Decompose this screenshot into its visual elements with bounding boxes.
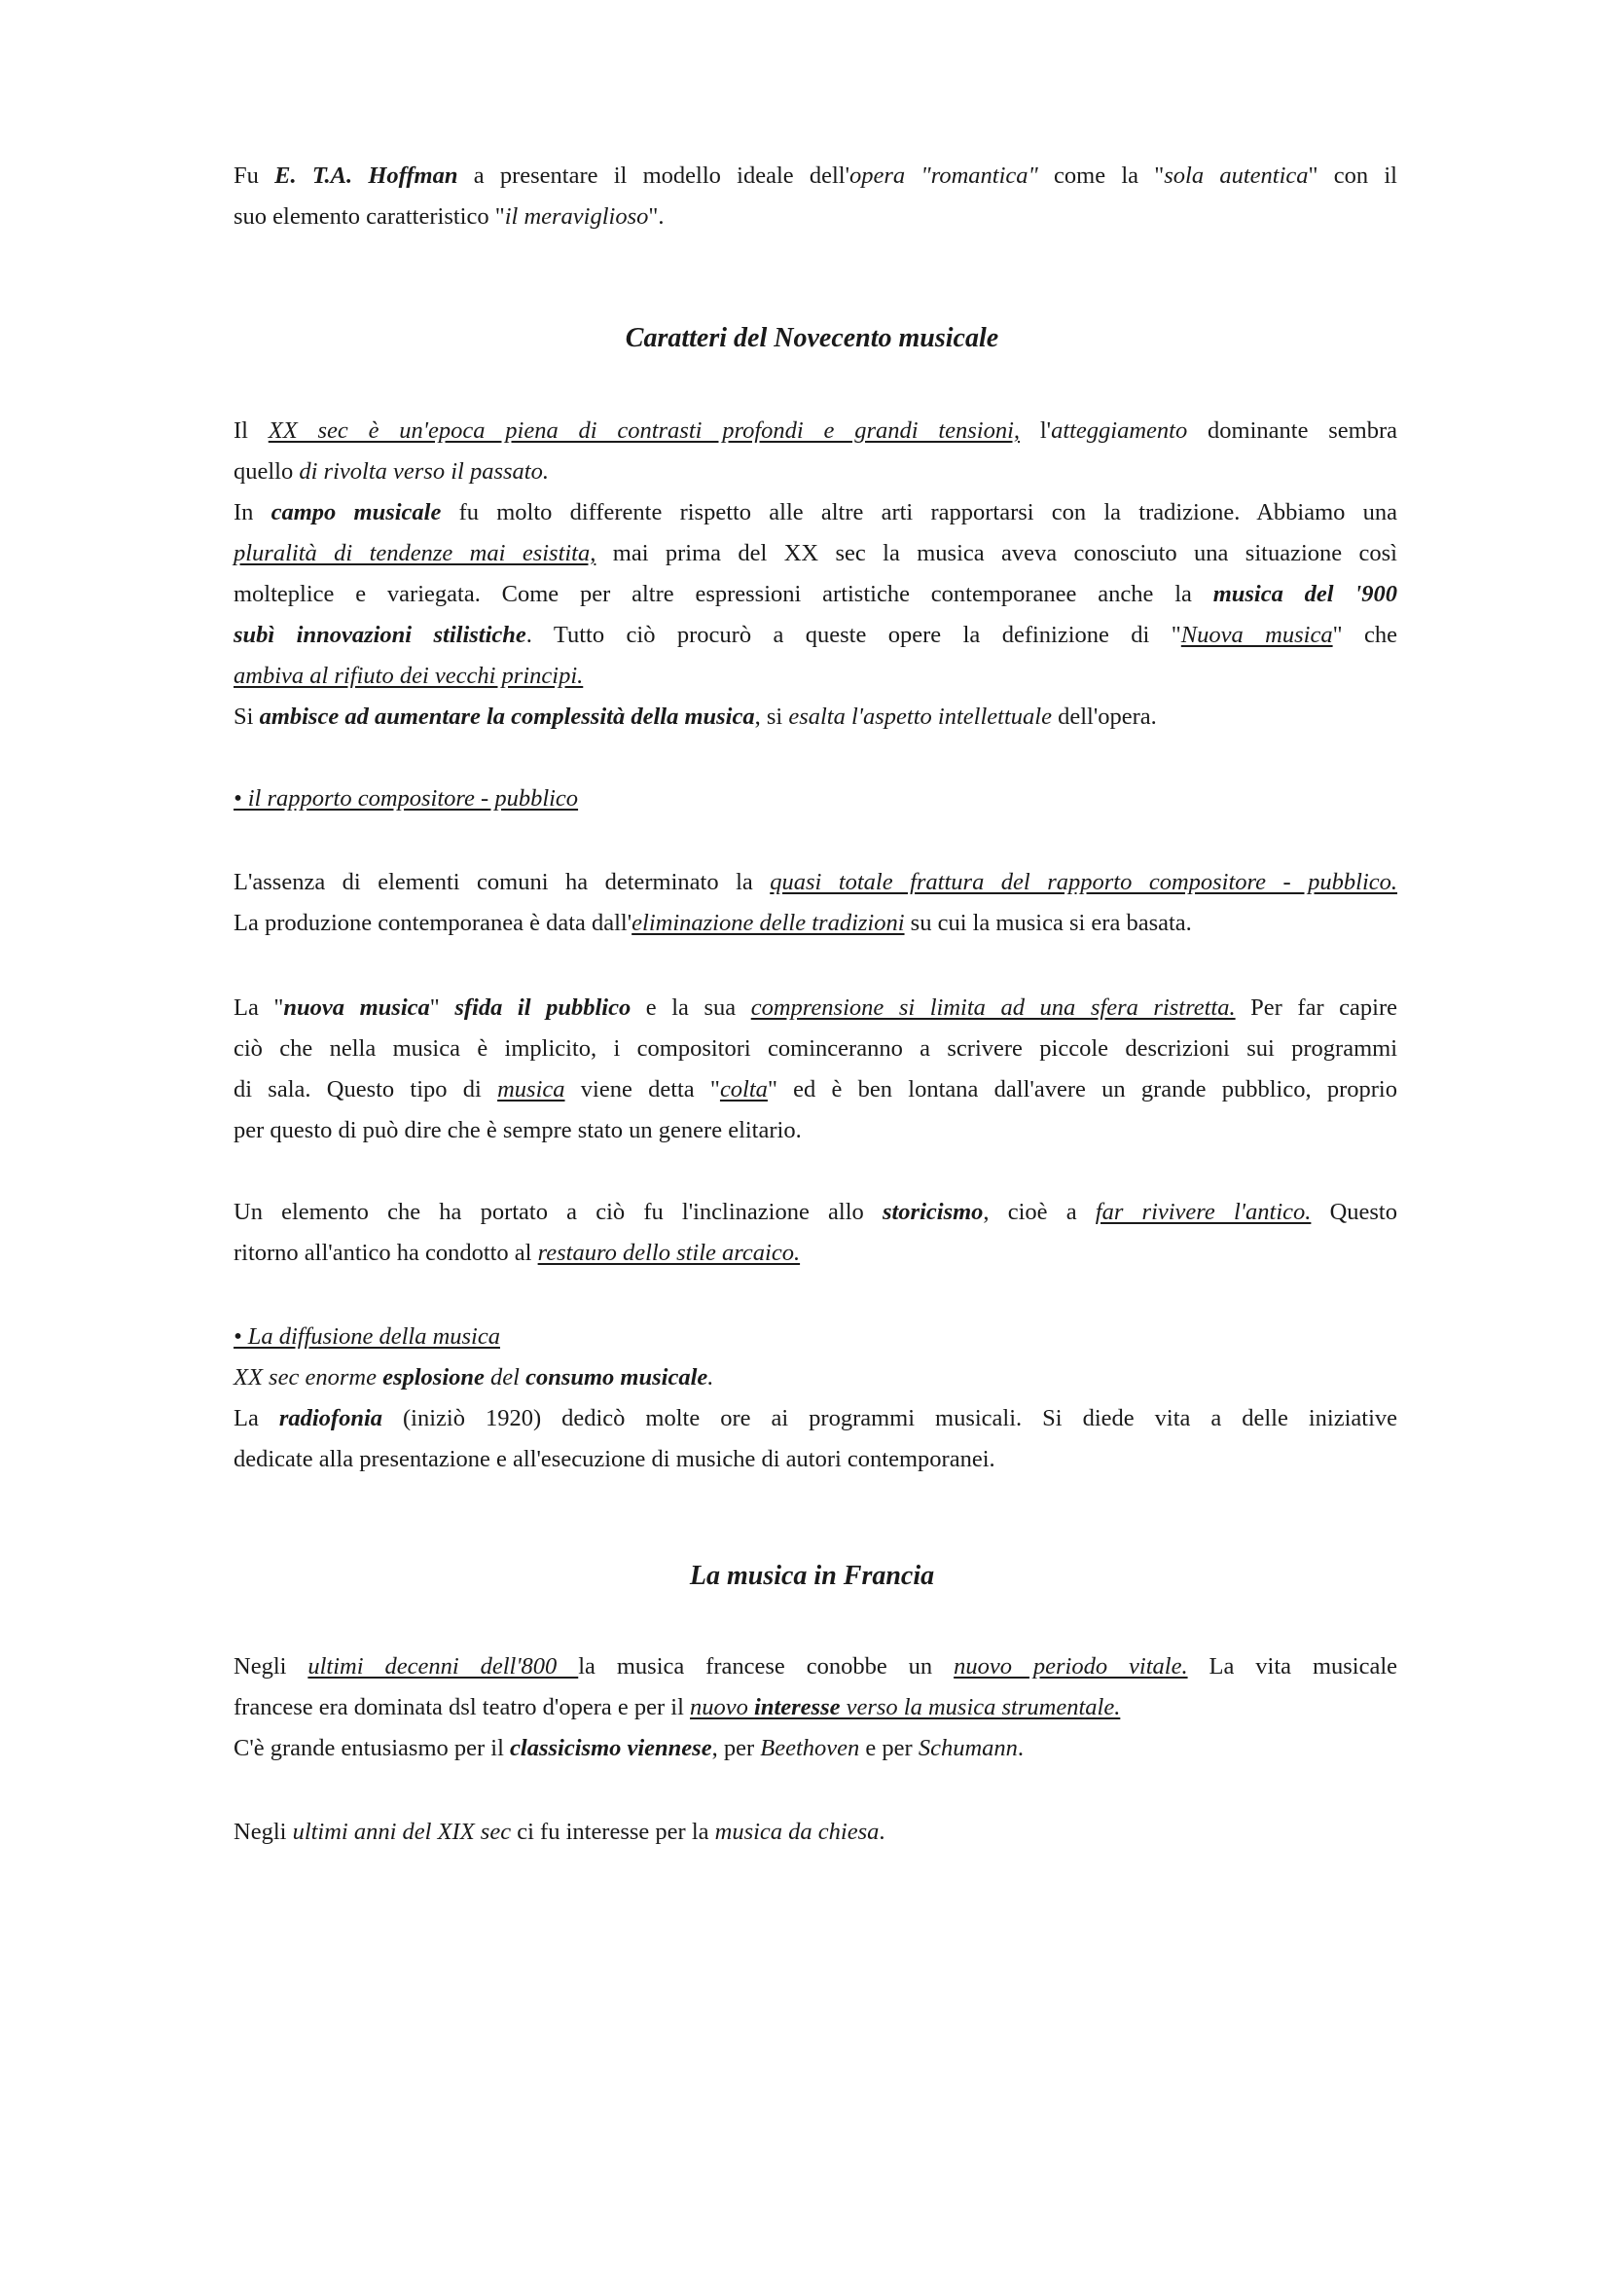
italic-text: XX sec enorme bbox=[234, 1364, 383, 1391]
text-line bbox=[234, 197, 1397, 237]
underlined-bold-italic-text: interesse bbox=[754, 1694, 841, 1720]
bold-italic-text: storicismo bbox=[882, 1199, 984, 1225]
paragraph-storicismo bbox=[234, 1192, 1397, 1274]
paragraph-assenza bbox=[234, 862, 1397, 944]
text-run: Negli bbox=[234, 1653, 308, 1680]
paragraph-hoffman bbox=[234, 156, 1397, 237]
text-line bbox=[234, 1110, 1397, 1151]
text-run: Un elemento che ha portato a ciò fu l'inclinazione allo bbox=[234, 1199, 883, 1225]
text-line bbox=[234, 452, 1397, 492]
italic-text: ultimi anni del XIX sec bbox=[292, 1819, 512, 1845]
italic-text: . bbox=[707, 1364, 714, 1391]
italic-text: di rivolta verso il passato. bbox=[299, 458, 549, 485]
bold-italic-text: subì innovazioni stilistiche bbox=[234, 622, 526, 648]
text-run: Per far capire bbox=[1235, 994, 1398, 1021]
bold-italic-text: radiofonia bbox=[278, 1405, 383, 1431]
underlined-italic-text: nuovo bbox=[690, 1694, 755, 1720]
text-run: fu molto differente rispetto alle altre arti rapportarsi con la tradizione. Abbiamo una bbox=[441, 499, 1397, 525]
italic-text: esalta l'aspetto intellettuale bbox=[788, 704, 1052, 730]
text-run: Fu bbox=[234, 163, 275, 189]
text-run: . Tutto ciò procurò a queste opere la definizione di " bbox=[525, 622, 1181, 648]
bold-italic-text: nuova musica bbox=[283, 994, 430, 1021]
text-line bbox=[234, 1646, 1397, 1687]
text-run: a presentare il modello ideale dell' bbox=[457, 163, 850, 189]
underlined-italic-text: verso la musica strumentale. bbox=[840, 1694, 1121, 1720]
text-run: mai prima del XX sec la musica aveva conosciuto una situazione così bbox=[595, 540, 1397, 566]
underlined-italic-text: nuovo periodo vitale. bbox=[954, 1653, 1188, 1680]
text-run: , cioè a bbox=[983, 1199, 1096, 1225]
text-line bbox=[234, 533, 1397, 574]
bold-italic-text: esplosione bbox=[382, 1364, 485, 1391]
text-run: dell'opera. bbox=[1051, 704, 1157, 730]
text-run: suo elemento caratteristico " bbox=[234, 203, 505, 230]
paragraph-caratteri bbox=[234, 411, 1397, 738]
text-run: viene detta " bbox=[564, 1076, 720, 1102]
text-run: " ed è ben lontana dall'avere un grande pubblico, proprio bbox=[767, 1076, 1397, 1102]
italic-text: il meraviglioso bbox=[504, 203, 649, 230]
text-line bbox=[234, 1069, 1397, 1110]
text-run: . bbox=[879, 1819, 885, 1845]
bold-italic-text: musica del '900 bbox=[1212, 581, 1397, 607]
bold-italic-text: consumo musicale bbox=[525, 1364, 708, 1391]
text-run: ". bbox=[648, 203, 665, 230]
text-run: La bbox=[234, 1405, 279, 1431]
paragraph-diffusione bbox=[234, 1317, 1397, 1480]
italic-text: del bbox=[484, 1364, 526, 1391]
text-line bbox=[234, 1812, 1397, 1853]
text-run: su cui la musica si era basata. bbox=[904, 910, 1192, 936]
text-run: In bbox=[234, 499, 271, 525]
paragraph-nuova-musica bbox=[234, 988, 1397, 1151]
text-line bbox=[234, 862, 1397, 903]
underlined-italic-text: restauro dello stile arcaico. bbox=[537, 1240, 801, 1266]
text-run: C'è grande entusiasmo per il bbox=[234, 1735, 511, 1761]
text-run: L'assenza di elementi comuni ha determinato la bbox=[234, 869, 771, 895]
section-heading-francia: La musica in Francia bbox=[689, 1561, 935, 1591]
text-line bbox=[234, 574, 1397, 615]
text-run: francese era dominata dsl teatro d'opera e per il bbox=[234, 1694, 691, 1720]
text-run: molteplice e variegata. Come per altre espressioni artistiche contemporanee anche la bbox=[234, 581, 1213, 607]
text-run: . bbox=[1017, 1735, 1025, 1761]
text-run: di sala. Questo tipo di bbox=[234, 1076, 498, 1102]
bold-italic-text: sfida il pubblico bbox=[454, 994, 632, 1021]
text-run: Questo bbox=[1311, 1199, 1397, 1225]
underlined-italic-text: pluralità di tendenze mai esistita, bbox=[234, 540, 596, 566]
text-line bbox=[234, 1439, 1397, 1480]
text-line bbox=[234, 1233, 1397, 1274]
underlined-italic-text: far rivivere l'antico. bbox=[1095, 1199, 1312, 1225]
underlined-italic-text: colta bbox=[719, 1076, 768, 1102]
text-run: , per bbox=[711, 1735, 761, 1761]
text-run: l' bbox=[1020, 417, 1052, 444]
italic-text: sola autentica bbox=[1164, 163, 1309, 189]
underlined-italic-text: ultimi decenni dell'800 bbox=[307, 1653, 579, 1680]
text-run: ci fu interesse per la bbox=[511, 1819, 715, 1845]
underlined-italic-text: XX sec è un'epoca piena di contrasti profondi e grandi tensioni, bbox=[268, 417, 1021, 444]
text-run: e per bbox=[859, 1735, 919, 1761]
text-run: come la " bbox=[1037, 163, 1165, 189]
text-line bbox=[234, 156, 1397, 197]
text-run: Negli bbox=[234, 1819, 293, 1845]
text-run: e la sua bbox=[631, 994, 751, 1021]
text-line bbox=[234, 492, 1397, 533]
text-line bbox=[234, 411, 1397, 452]
text-run: La vita musicale bbox=[1187, 1653, 1398, 1680]
text-run: La " bbox=[234, 994, 284, 1021]
text-line bbox=[234, 1192, 1397, 1233]
underlined-italic-text: comprensione si limita ad una sfera ristretta. bbox=[750, 994, 1236, 1021]
bold-italic-text: E. T.A. Hoffman bbox=[274, 163, 458, 189]
subheading-rapporto bbox=[234, 778, 1397, 819]
text-line bbox=[234, 1029, 1397, 1069]
underlined-italic-text: Nuova musica bbox=[1180, 622, 1333, 648]
text-run: La produzione contemporanea è data dall' bbox=[234, 910, 632, 936]
text-run: dedicate alla presentazione e all'esecuzione di musiche di autori contemporanei. bbox=[234, 1446, 995, 1472]
paragraph-francia bbox=[234, 1646, 1397, 1769]
subheading-text: • La diffusione della musica bbox=[234, 1323, 500, 1350]
paragraph-chiesa bbox=[234, 1812, 1397, 1853]
section-heading-novecento: Caratteri del Novecento musicale bbox=[625, 323, 999, 353]
text-line bbox=[234, 615, 1397, 656]
italic-text: atteggiamento bbox=[1051, 417, 1188, 444]
text-run: dominante sembra bbox=[1187, 417, 1397, 444]
text-run: " che bbox=[1332, 622, 1398, 648]
text-line bbox=[234, 1357, 1397, 1398]
underlined-italic-text: eliminazione delle tradizioni bbox=[632, 910, 905, 936]
italic-text: Beethoven bbox=[760, 1735, 860, 1761]
text-run: (iniziò 1920) dedicò molte ore ai programmi musicali. Si diede vita a delle iniziative bbox=[382, 1405, 1398, 1431]
text-line bbox=[234, 1728, 1397, 1769]
text-run: Si bbox=[234, 704, 260, 730]
underlined-italic-text: ambiva al rifiuto dei vecchi principi. bbox=[234, 663, 584, 689]
italic-text: musica da chiesa bbox=[714, 1819, 880, 1845]
text-run: la musica francese conobbe un bbox=[578, 1653, 955, 1680]
text-line bbox=[234, 1398, 1397, 1439]
text-line bbox=[234, 988, 1397, 1029]
italic-text: opera "romantica" bbox=[849, 163, 1038, 189]
text-run: ritorno all'antico ha condotto al bbox=[234, 1240, 538, 1266]
text-run: " con il bbox=[1308, 163, 1397, 189]
italic-text: Schumann bbox=[918, 1735, 1018, 1761]
bold-italic-text: campo musicale bbox=[271, 499, 442, 525]
text-run: quello bbox=[234, 458, 300, 485]
underlined-italic-text: quasi totale frattura del rapporto compositore - pubblico. bbox=[770, 869, 1398, 895]
text-line bbox=[234, 1687, 1397, 1728]
text-line bbox=[234, 656, 1397, 697]
text-run: per questo di può dire che è sempre stato un genere elitario. bbox=[234, 1117, 802, 1143]
text-line bbox=[234, 697, 1397, 738]
text-run: , si bbox=[754, 704, 789, 730]
underlined-italic-text: musica bbox=[497, 1076, 565, 1102]
subheading-text: • il rapporto compositore - pubblico bbox=[234, 785, 579, 812]
text-run: ciò che nella musica è implicito, i compositori cominceranno a scrivere piccole descrizioni sui programmi bbox=[234, 1035, 1397, 1062]
bold-italic-text: ambisce ad aumentare la complessità della musica bbox=[259, 704, 755, 730]
text-line bbox=[234, 903, 1397, 944]
text-run: " bbox=[429, 994, 455, 1021]
text-run: Il bbox=[234, 417, 269, 444]
bold-italic-text: classicismo viennese bbox=[510, 1735, 712, 1761]
